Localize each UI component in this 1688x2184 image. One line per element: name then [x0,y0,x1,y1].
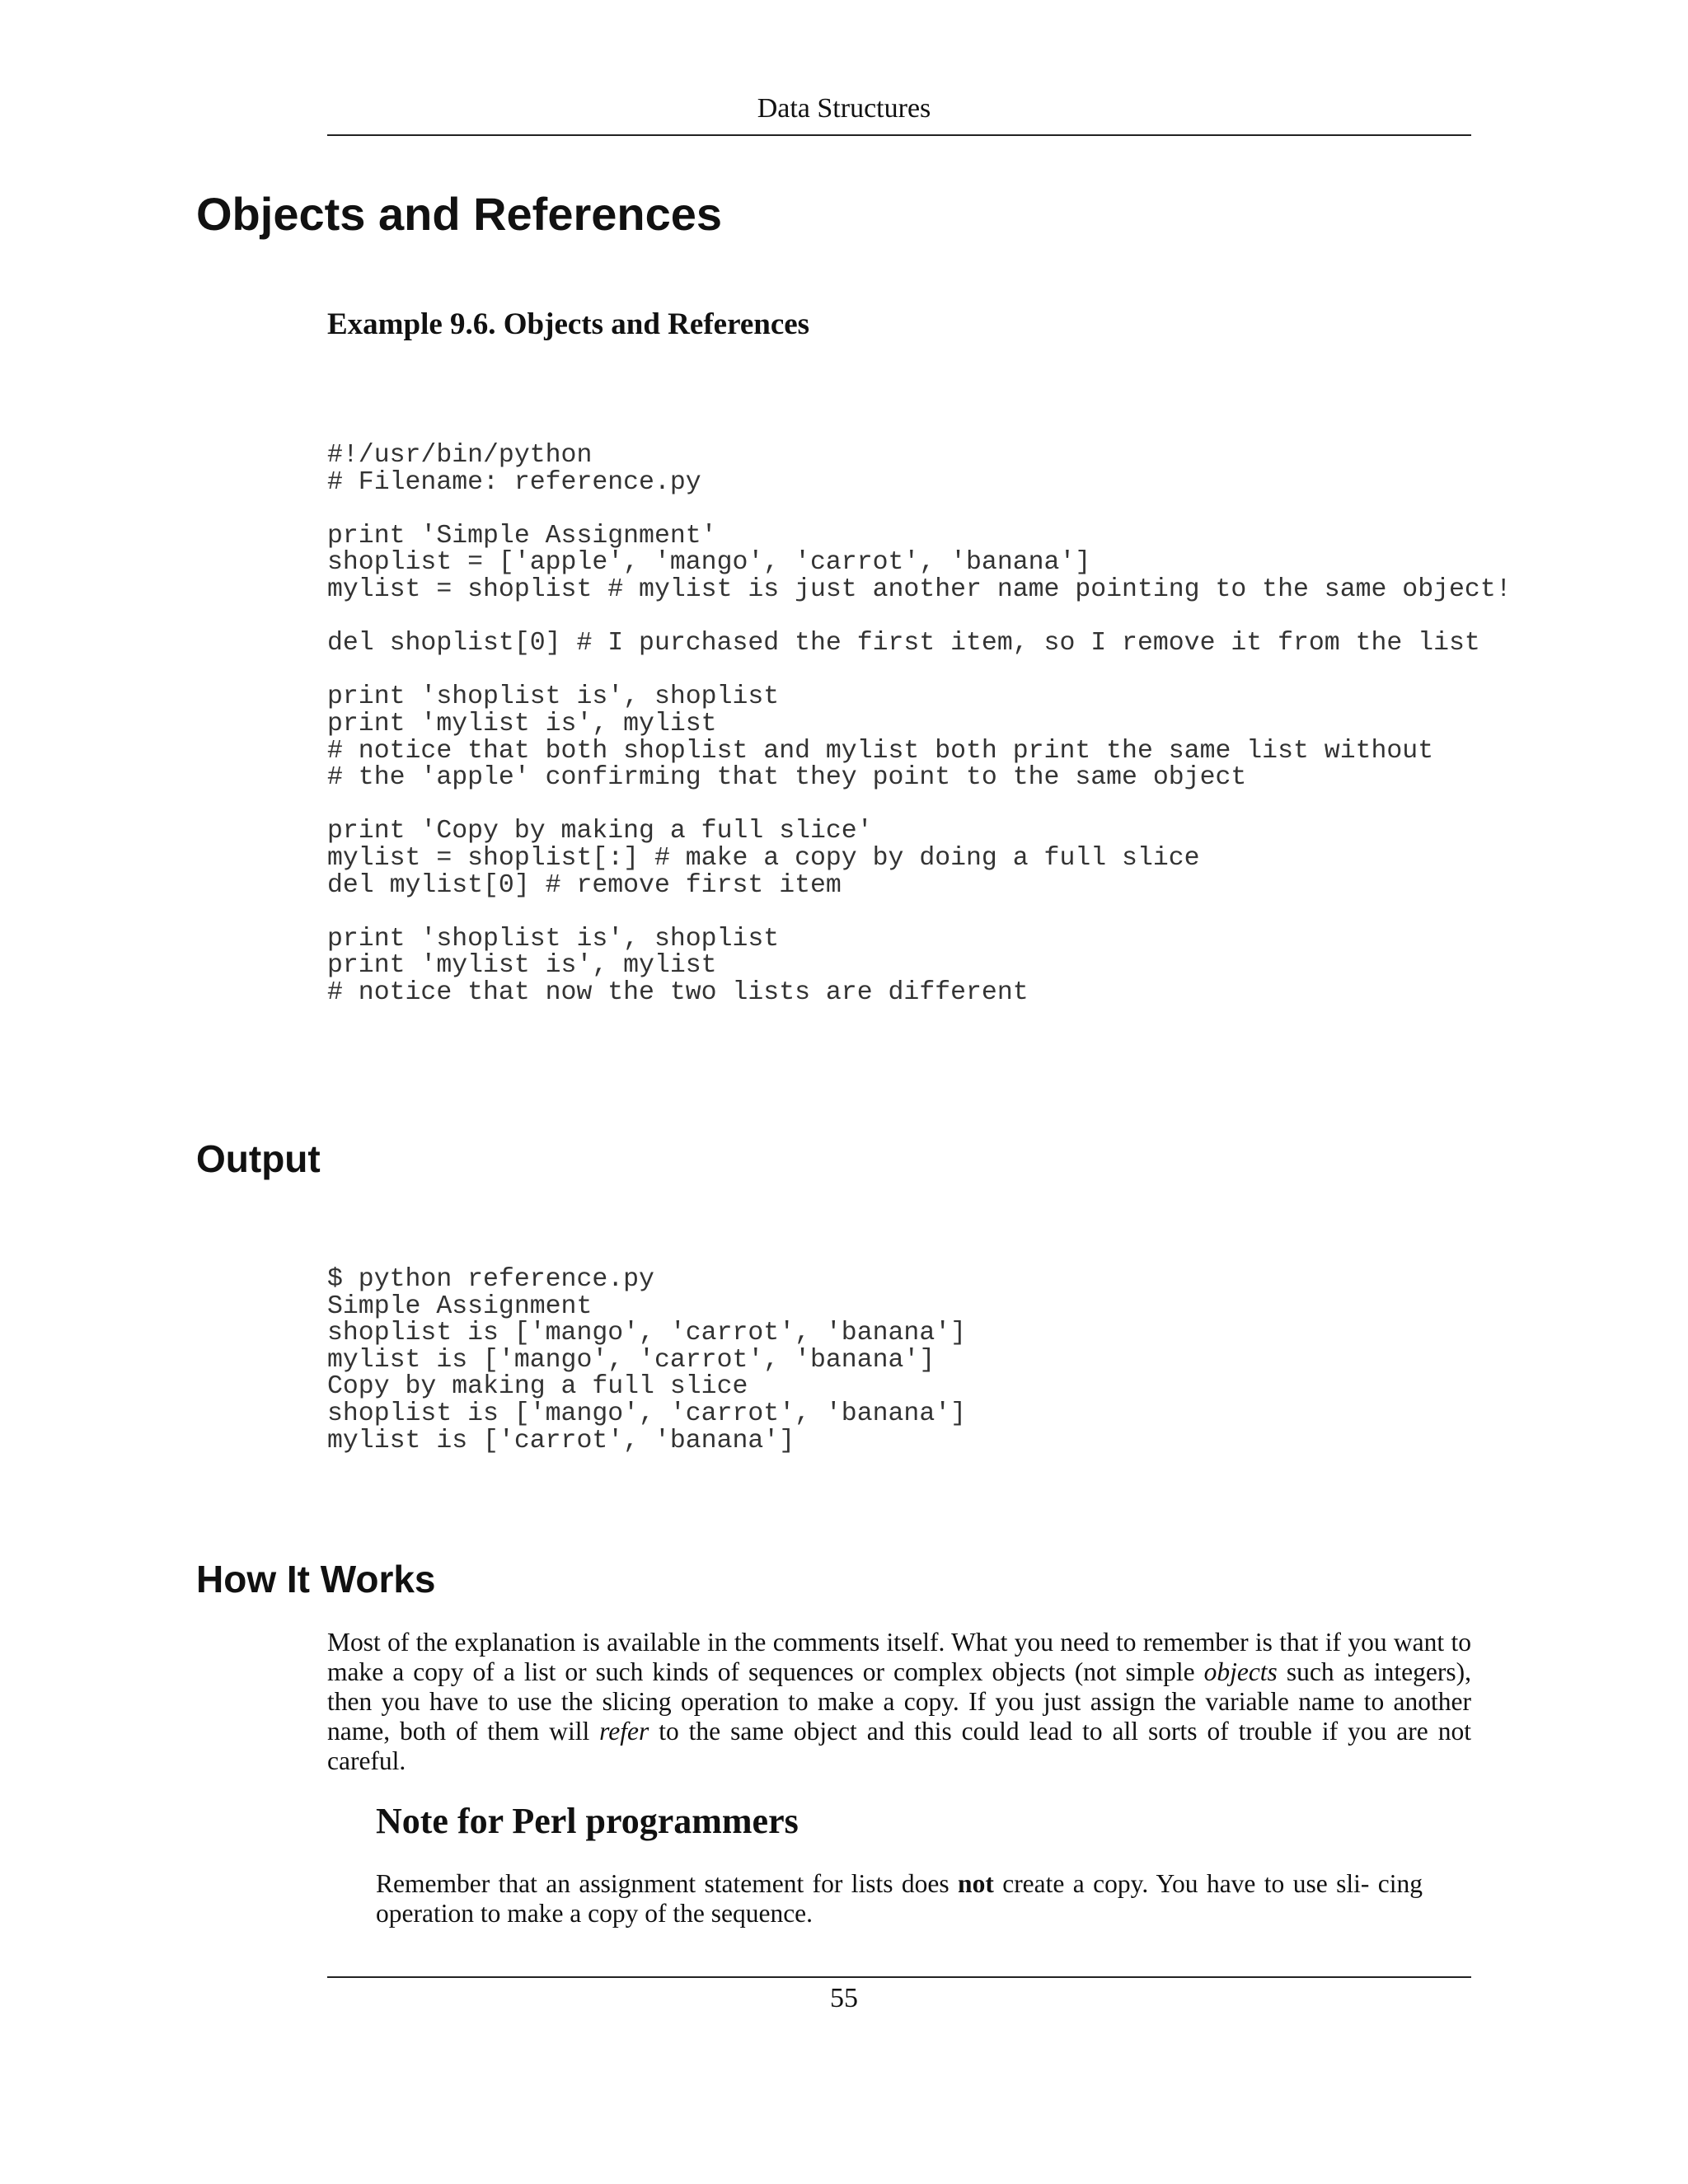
code-blank-line [327,658,1512,685]
how-it-works-paragraph: Most of the explanation is available in the comments itself. What you need to remember is that if you want to make a copy of a list or such kinds of sequences or complex objects (not simple objects such as integers), then you have to use the slicing operation to make a copy. If you just assign the variable name to another name, both of them will refer to the same object and this could lead to all sorts of trouble if you are not careful. [327,1628,1471,1775]
output-heading: Output [196,1137,321,1180]
output-line: Copy by making a full slice [327,1372,748,1402]
output-line: $ python reference.py [327,1265,654,1294]
code-line: shoplist = ['apple', 'mango', 'carrot', 'banana'] [327,548,1091,578]
output-line: mylist is ['mango', 'carrot', 'banana'] [327,1345,935,1375]
code-line: # Filename: reference.py [327,467,701,497]
code-line: print 'mylist is', mylist [327,951,717,981]
footer-rule [327,1976,1471,1978]
running-header: Data Structures [757,93,931,124]
code-listing [327,443,1512,1006]
code-blank-line [327,496,1512,523]
page-number: 55 [830,1983,858,2013]
code-line: mylist = shoplist # mylist is just another name pointing to the same object! [327,574,1512,604]
code-line: # notice that now the two lists are different [327,977,1029,1007]
code-line: # the 'apple' confirming that they point to the same object [327,763,1247,793]
how-it-works-heading: How It Works [196,1558,436,1601]
example-title: Example 9.6. Objects and References [327,307,810,341]
code-line: print 'Copy by making a full slice' [327,817,873,846]
output-line: mylist is ['carrot', 'banana'] [327,1426,795,1455]
output-listing [327,1267,966,1455]
code-line: print 'shoplist is', shoplist [327,924,780,954]
note-title: Note for Perl programmers [376,1801,799,1841]
output-line: shoplist is ['mango', 'carrot', 'banana'] [327,1319,967,1348]
code-blank-line [327,899,1512,926]
code-line: # notice that both shoplist and mylist both print the same list without [327,736,1434,766]
output-line: Simple Assignment [327,1291,593,1321]
code-blank-line [327,604,1512,631]
code-line: del mylist[0] # remove first item [327,870,842,900]
section-title: Objects and References [196,188,723,240]
code-line: del shoplist[0] # I purchased the first item, so I remove it from the list [327,629,1480,658]
emphasis-not: not [958,1869,994,1898]
header-rule [327,134,1471,136]
code-line: #!/usr/bin/python [327,441,593,470]
code-blank-line [327,792,1512,819]
code-line: print 'shoplist is', shoplist [327,682,780,712]
code-line: mylist = shoplist[:] # make a copy by doing a full slice [327,843,1200,873]
note-body: Remember that an assignment statement for lists does not create a copy. You have to use sli- cing operation to make a copy of the sequence. [376,1869,1423,1928]
emphasis-objects: objects [1203,1657,1278,1686]
emphasis-refer: refer [599,1717,649,1746]
code-line: print 'Simple Assignment' [327,521,717,551]
code-line: print 'mylist is', mylist [327,709,717,738]
output-line: shoplist is ['mango', 'carrot', 'banana'] [327,1399,967,1428]
